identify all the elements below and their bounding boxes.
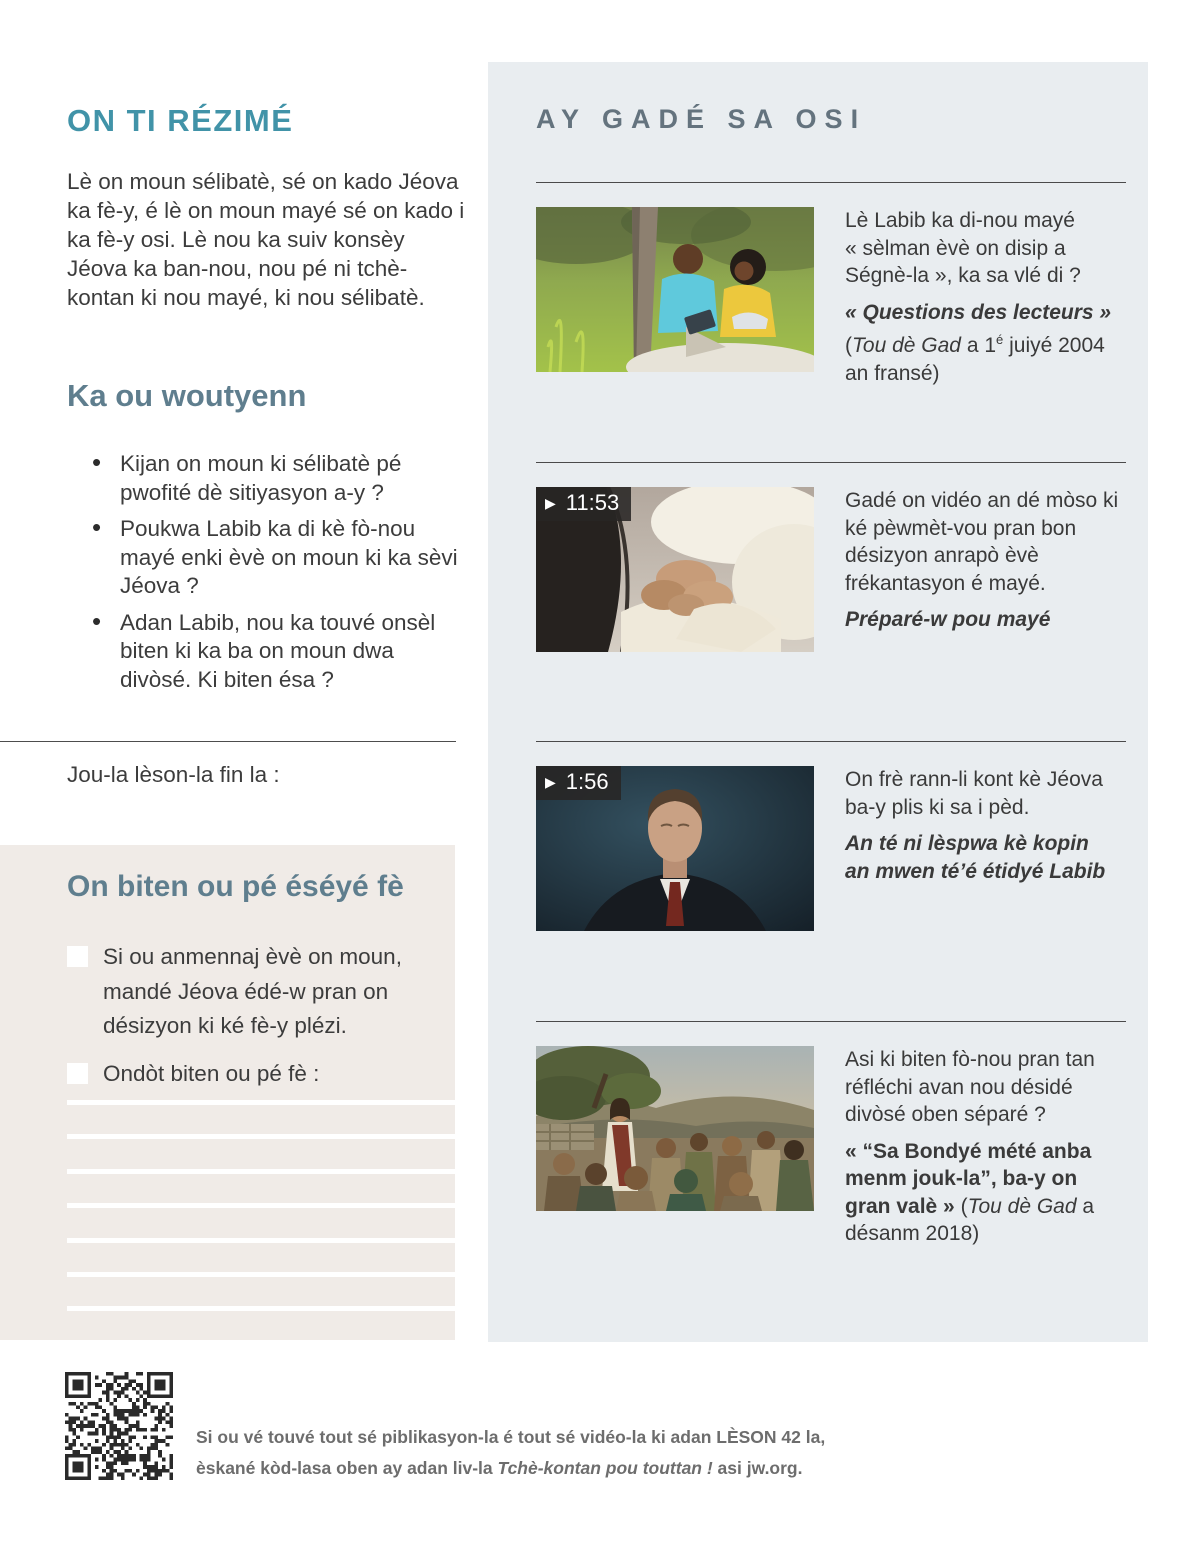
- watch-item-text: [845, 766, 1119, 885]
- item-reference: [845, 1138, 1119, 1248]
- jesus-teaching-thumbnail[interactable]: [536, 1046, 814, 1211]
- item-divider: [536, 182, 1126, 183]
- footer-line1: Si ou vé touvé tout sé piblikasyon-la é tout sé vidéo-la ki adan LÈSON 42 la,: [196, 1427, 826, 1447]
- item-description: Lè Labib ka di-nou mayé « sèlman èvè on disip a Ségnè-la », ka sa vlé di ?: [845, 209, 1081, 287]
- item-divider: [536, 741, 1126, 742]
- ref-title: « Questions des lecteurs »: [845, 300, 1112, 324]
- ref-title: An té ni lèspwa kè kopin an mwen té’é étidyé Labib: [845, 832, 1106, 883]
- checkbox[interactable]: [67, 946, 88, 967]
- write-line[interactable]: [67, 1169, 455, 1174]
- write-line[interactable]: [67, 1134, 455, 1139]
- ref-paren: (: [845, 334, 852, 357]
- try-item-label: Si ou anmennaj èvè on moun, mandé Jéova édé-w pran on désizyon ki ké fè-y plézi.: [103, 944, 402, 1038]
- try-item: [67, 1057, 435, 1092]
- watch-panel: [488, 62, 1148, 1342]
- watch-panel-heading: AY GADÉ SA OSI: [536, 104, 867, 134]
- lesson-date-label: Jou-la lèson-la fin la :: [67, 762, 280, 787]
- park-scene-illustration: [536, 207, 814, 372]
- footer-book-title: Tchè-kontan pou touttan !: [497, 1457, 713, 1478]
- summary-heading: ON TI RÉZIMÉ: [67, 103, 294, 138]
- write-line[interactable]: [67, 1203, 455, 1208]
- write-in-lines: [67, 1100, 455, 1341]
- ref-date: a 1: [960, 334, 997, 357]
- watch-item: [536, 182, 1128, 387]
- video-duration: 11:53: [565, 490, 620, 515]
- footer-line2-pre: èskané kòd-lasa oben ay adan liv-la: [196, 1457, 498, 1478]
- ref-source: Tou dè Gad: [852, 334, 961, 357]
- item-description: Asi ki biten fò-nou pran tan réfléchi avan nou désidé divòsé oben séparé ?: [845, 1048, 1095, 1126]
- try-box: [0, 845, 455, 1340]
- ref-tail: a désanm 2018): [845, 1194, 1095, 1245]
- item-reference: [845, 606, 1119, 634]
- couple-studying-in-park-thumbnail[interactable]: [536, 207, 814, 372]
- write-line[interactable]: [67, 1306, 455, 1311]
- try-box-heading: On biten ou pé éséyé fè: [67, 870, 404, 903]
- write-line[interactable]: [67, 1272, 455, 1277]
- summary-paragraph: Lè on moun sélibatè, sé on kado Jéova ka fè-y, é lè on moun mayé sé on kado i ka fè-y osi. Lè nou ka suiv konsèy Jéova ka ban-nou, nou pé ni tchè-kontan ki nou mayé, ki nou sélibatè.: [67, 169, 465, 310]
- item-reference: [845, 299, 1119, 388]
- ref-paren: (: [954, 1194, 968, 1218]
- review-question: • Poukwa Labib ka di kè fò-nou mayé enki èvè on moun ki ka sèvi Jéova ?: [90, 515, 462, 601]
- item-divider: [536, 1021, 1126, 1022]
- item-divider: [536, 462, 1126, 463]
- qr-code-pattern: [65, 1372, 173, 1480]
- ref-source: Tou dè Gad: [967, 1194, 1077, 1218]
- video-duration: 1:56: [565, 769, 609, 794]
- try-item: [67, 940, 435, 1044]
- review-heading: Ka ou woutyenn: [67, 378, 307, 413]
- left-divider: [0, 741, 456, 742]
- watch-item: [536, 462, 1128, 652]
- watch-item-text: [845, 1046, 1119, 1248]
- try-item-label: Ondòt biten ou pé fè :: [103, 1061, 320, 1086]
- write-line[interactable]: [67, 1238, 455, 1243]
- jesus-crowd-illustration: [536, 1046, 814, 1211]
- video-duration-badge: [536, 487, 631, 521]
- item-description: Gadé on vidéo an dé mòso ki ké pèwmèt-vou pran bon désizyon anrapò èvè frékantasyon é mayé.: [845, 489, 1119, 595]
- qr-code: [65, 1372, 173, 1480]
- item-reference: [845, 830, 1119, 885]
- watch-item: [536, 741, 1128, 931]
- wedding-video-thumbnail[interactable]: [536, 487, 814, 652]
- ref-tail: juiyé 2004 an fransé): [845, 334, 1105, 385]
- play-icon: ▶: [545, 494, 556, 511]
- footer-line2-post: asi jw.org.: [712, 1457, 803, 1478]
- write-line[interactable]: [67, 1100, 455, 1105]
- footer-note: [196, 1422, 876, 1483]
- video-duration-badge: [536, 766, 621, 800]
- review-question: • Kijan on moun ki sélibatè pé pwofité dè sitiyasyon a-y ?: [90, 450, 462, 507]
- play-icon: ▶: [545, 773, 556, 790]
- item-description: On frè rann-li kont kè Jéova ba-y plis ki sa i pèd.: [845, 768, 1103, 819]
- checkbox[interactable]: [67, 1063, 88, 1084]
- watch-item-text: [845, 207, 1119, 387]
- watch-item-text: [845, 487, 1119, 634]
- watch-item: [536, 1021, 1128, 1248]
- ref-title: Préparé-w pou mayé: [845, 608, 1051, 631]
- review-question: • Adan Labib, nou ka touvé onsèl biten ki ka ba on moun dwa divòsé. Ki biten ésa ?: [90, 609, 462, 695]
- brother-video-thumbnail[interactable]: [536, 766, 814, 931]
- ref-superscript: é: [996, 332, 1004, 347]
- review-question-list: [90, 450, 462, 702]
- ref-title: « “Sa Bondyé mété anba menm jouk-la”, ba-y on gran valè »: [845, 1139, 1092, 1218]
